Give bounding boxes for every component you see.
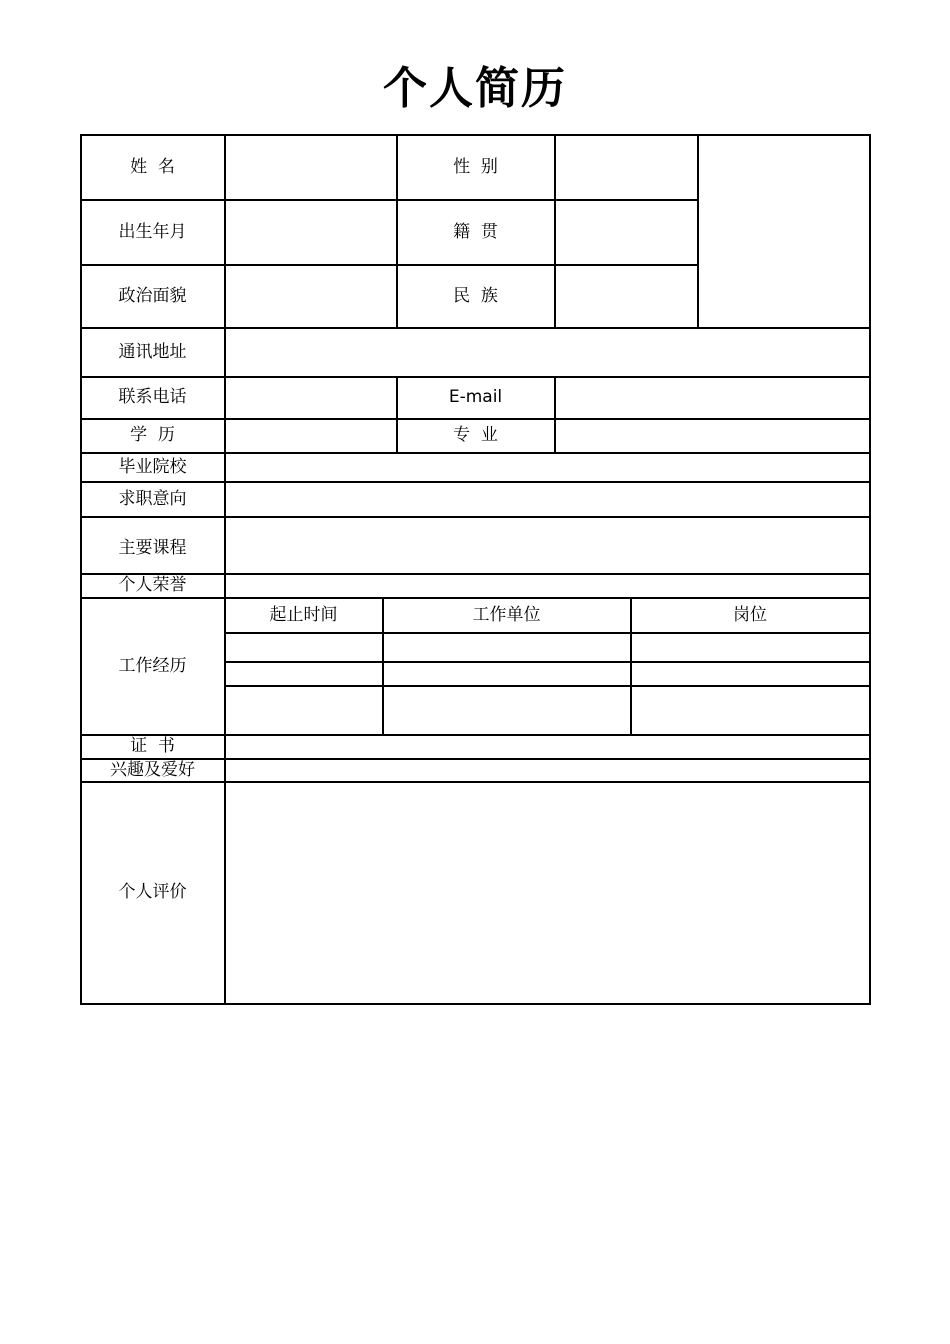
- photo-field[interactable]: [698, 135, 869, 327]
- label-gender: 性 别: [453, 156, 498, 177]
- self-evaluation-field[interactable]: [225, 782, 869, 1003]
- label-ethnicity: 民 族: [453, 285, 498, 306]
- name-field[interactable]: [225, 135, 396, 199]
- work-header-position: 岗位: [733, 604, 767, 625]
- label-address: 通讯地址: [118, 341, 187, 362]
- label-political-status: 政治面貌: [118, 285, 187, 306]
- work-position-field[interactable]: [631, 686, 869, 734]
- label-major: 专 业: [453, 425, 498, 445]
- education-field[interactable]: [225, 419, 396, 452]
- page-title: 个人简历: [383, 63, 567, 114]
- honors-field[interactable]: [225, 574, 869, 597]
- work-period-field[interactable]: [225, 662, 382, 685]
- table-border-bottom: [80, 1003, 871, 1005]
- work-period-field[interactable]: [225, 686, 382, 734]
- label-work-experience: 工作经历: [118, 655, 187, 676]
- political-status-field[interactable]: [225, 265, 396, 327]
- graduated-school-field[interactable]: [225, 453, 869, 481]
- hobbies-field[interactable]: [225, 759, 869, 781]
- label-main-courses: 主要课程: [118, 538, 187, 558]
- label-certificates: 证 书: [130, 736, 175, 756]
- email-field[interactable]: [555, 377, 869, 418]
- main-courses-field[interactable]: [225, 517, 869, 573]
- work-header-employer: 工作单位: [472, 604, 541, 625]
- native-place-field[interactable]: [555, 200, 697, 264]
- ethnicity-field[interactable]: [555, 265, 697, 327]
- work-employer-field[interactable]: [383, 633, 630, 661]
- major-field[interactable]: [555, 419, 869, 452]
- certificates-field[interactable]: [225, 735, 869, 758]
- work-period-field[interactable]: [225, 633, 382, 661]
- label-honors: 个人荣誉: [118, 575, 187, 595]
- label-education: 学 历: [130, 425, 175, 445]
- work-position-field[interactable]: [631, 662, 869, 685]
- phone-field[interactable]: [225, 377, 396, 418]
- work-employer-field[interactable]: [383, 662, 630, 685]
- birth-field[interactable]: [225, 200, 396, 264]
- label-job-intention: 求职意向: [118, 488, 187, 509]
- address-field[interactable]: [225, 328, 869, 376]
- label-name: 姓 名: [130, 156, 175, 177]
- label-self-evaluation: 个人评价: [118, 882, 187, 902]
- label-birth: 出生年月: [118, 221, 187, 242]
- work-header-period: 起止时间: [269, 604, 338, 625]
- label-email: E-mail: [448, 387, 503, 407]
- gender-field[interactable]: [555, 135, 697, 199]
- label-hobbies: 兴趣及爱好: [110, 759, 195, 780]
- job-intention-field[interactable]: [225, 482, 869, 516]
- label-graduated-school: 毕业院校: [118, 456, 187, 477]
- work-employer-field[interactable]: [383, 686, 630, 734]
- table-border-right: [869, 134, 871, 1005]
- label-phone: 联系电话: [118, 387, 187, 407]
- label-native-place: 籍 贯: [453, 221, 498, 242]
- work-position-field[interactable]: [631, 633, 869, 661]
